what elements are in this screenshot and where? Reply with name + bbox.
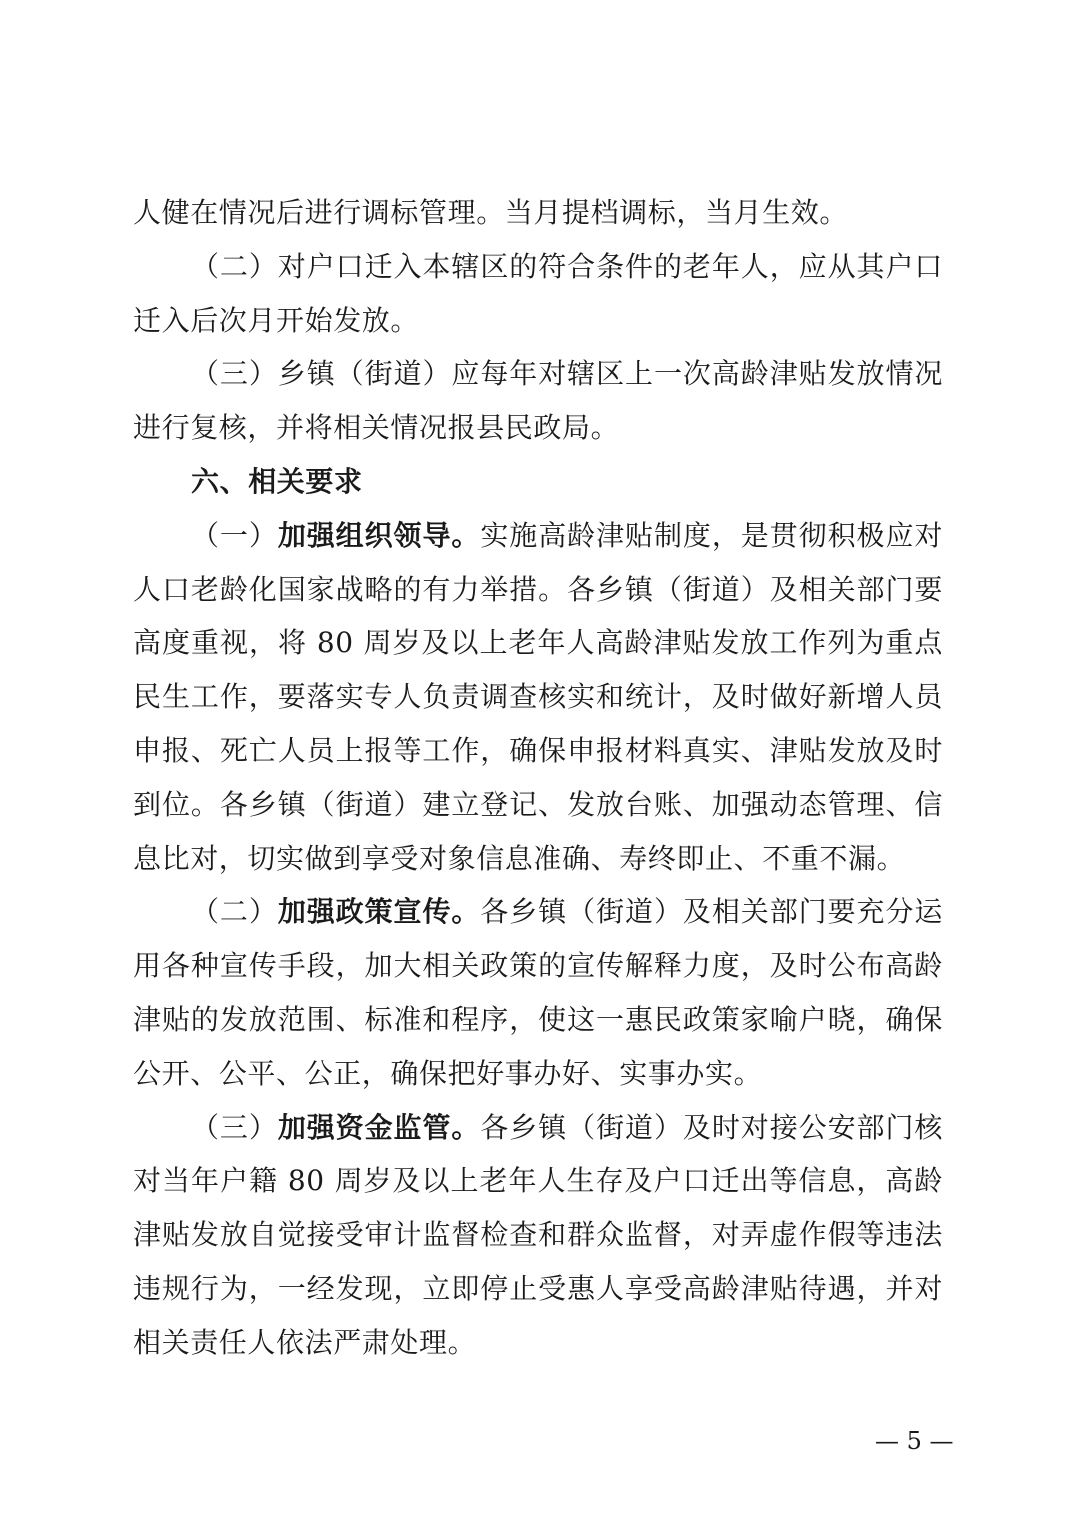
paragraph-item-2: （二）对户口迁入本辖区的符合条件的老年人，应从其户口迁入后次月开始发放。 — [133, 249, 943, 337]
item-lead: 加强政策宣传。 — [277, 895, 481, 929]
paragraph-requirement-3 — [133, 1101, 943, 1370]
item-body: 各乡镇（街道）及相关部门要充分运用各种宣传手段，加大相关政策的宣传解释力度，及时公布高龄津贴的发放范围、标准和程序，使这一惠民政策家喻户晓，确保公开、公平、公正，确保把好事办好、实事办实。 — [133, 895, 943, 1090]
item-number: （三） — [191, 1110, 278, 1144]
page-number: — 5 — — [875, 1427, 954, 1455]
paragraph-item-3: （三）乡镇（街道）应每年对辖区上一次高龄津贴发放情况进行复核，并将相关情况报县民政局。 — [133, 357, 943, 445]
item-lead: 加强组织领导。 — [277, 518, 481, 552]
item-lead: 加强资金监管。 — [277, 1110, 481, 1144]
section-heading: 六、相关要求 — [191, 464, 363, 498]
item-body: 实施高龄津贴制度，是贯彻积极应对人口老龄化国家战略的有力举措。各乡镇（街道）及相关部门要高度重视，将 80 周岁及以上老年人高龄津贴发放工作列为重点民生工作，要落实专人负责调查核实和统计，及时做好新增人员申报、死亡人员上报等工作，确保申报材料真实、津贴发放及时到位。各乡镇（街道）建立登记、发放台账、加强动态管理、信息比对，切实做到享受对象信息准确、寿终即止、不重不漏。 — [133, 518, 943, 875]
paragraph-requirement-1 — [133, 509, 943, 886]
paragraph-continuation: 人健在情况后进行调标管理。当月提档调标，当月生效。 — [133, 196, 849, 229]
document-body — [133, 186, 943, 1370]
item-number: （一） — [191, 518, 278, 552]
item-number: （二） — [191, 895, 278, 929]
paragraph-requirement-2 — [133, 885, 943, 1100]
item-body: 各乡镇（街道）及时对接公安部门核对当年户籍 80 周岁及以上老年人生存及户口迁出等信息，高龄津贴发放自觉接受审计监督检查和群众监督，对弄虚作假等违法违规行为，一经发现，立即停止受惠人享受高龄津贴待遇，并对相关责任人依法严肃处理。 — [133, 1110, 943, 1359]
